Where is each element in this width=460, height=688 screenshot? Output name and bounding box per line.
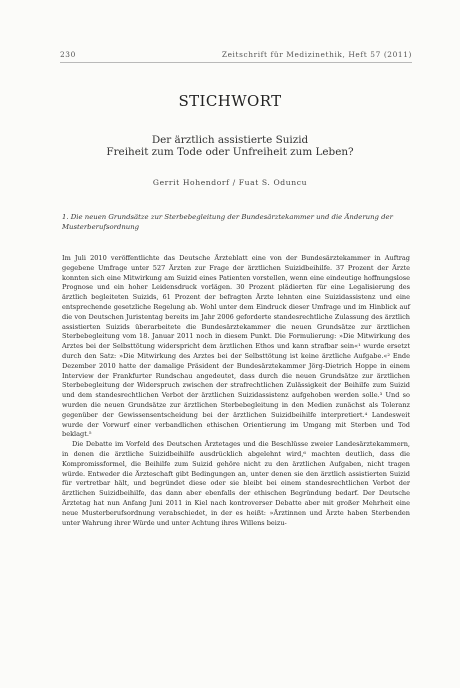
article-body [62,254,410,528]
article-title-line-1: Der ärztlich assistierte Suizid [151,134,309,146]
article-title [0,134,460,158]
article-authors: Gerrit Hohendorf / Fuat S. Oduncu [152,178,308,187]
running-header [60,50,412,63]
section-subheading: 1. Die neuen Grundsätze zur Sterbebegleitung der Bundesärztekammer und die Änderung der Musterberufsordnung [62,213,393,231]
article-title-line-2: Freiheit zum Tode oder Unfreiheit zum Leben? [106,146,354,158]
page-number: 230 [60,50,76,59]
section-title: STICHWORT [178,92,282,110]
journal-title: Zeitschrift für Medizinethik, Heft 57 (2011) [221,50,412,59]
body-paragraph-2: Die Debatte im Vorfeld des Deutschen Ärztetages und die Beschlüsse zweier Landesärztekammern, in denen die ärztliche Suizidbeihilfe ausdrücklich abgelehnt wird,⁶ machten deutlich, dass die Kompromissformel, die Beihilfe zum Suizid gehöre nicht zu den ärztlichen Aufgaben, nicht tragen würde. Entweder die Ärzteschaft gibt Bedingungen an, unter denen sie den ärztlich assistierten Suizid für vertretbar hält, und begründet diese oder sie bleibt bei einem standesrechtlichen Verbot der ärztlichen Suizidbeihilfe, das dann aber ebenfalls der ethischen Begründung bedarf. Der Deutsche Ärztetag hat nun Anfang Juni 2011 in Kiel nach kontroverser Debatte aber mit großer Mehrheit eine neue Musterberufsordnung verabschiedet, in der es heißt: »Ärztinnen und Ärzte haben Sterbenden unter Wahrung ihrer Würde und unter Achtung ihres Willens beizu- [62,440,410,527]
body-paragraph-1: Im Juli 2010 veröffentlichte das Deutsche Ärzteblatt eine von der Bundesärztekammer in Auftrag gegebene Umfrage unter 527 Ärzten zur Frage der ärztlichen Suizidbeihilfe. 37 Prozent der Ärzte konnten sich eine Mitwirkung am Suizid eines Patienten vorstellen, wenn eine eindeutige hoffnungslose Prognose und ein hoher Leidensdruck vorlägen. 30 Prozent plädierten für eine Legalisierung des ärztlich begleiteten Suizids, 61 Prozent der befragten Ärzte lehnten eine Suizidassistenz und eine entsprechende gesetzliche Regelung ab. Wohl unter dem Eindruck dieser Umfrage und im Hinblick auf die von Deutschen Juristentag bereits im Jahr 2006 geforderte standesrechtliche Zulassung des ärztlich assistierten Suizids überarbeitete die Bundesärztekammer die neuen Grundsätze zur ärztlichen Sterbebegleitung vom 18. Januar 2011 noch in diesem Punkt. Die Formulierung: »Die Mitwirkung des Arztes bei der Selbsttötung widerspricht dem ärztlichen Ethos und kann strafbar sein«¹ wurde ersetzt durch den Satz: »Die Mitwirkung des Arztes bei der Selbsttötung ist keine ärztliche Aufgabe.«² Ende Dezember 2010 hatte der damalige Präsident der Bundesärztekammer Jörg-Dietrich Hoppe in einem Interview der Frankfurter Rundschau angedeutet, dass durch die neuen Grundsätze zur ärztlichen Sterbebegleitung der Widerspruch zwischen der strafrechtlichen Zulässigkeit der Beihilfe zum Suizid und dem standesrechtlichen Verbot der ärztlichen Suizidassistenz aufgehoben werden solle.³ Und so wurden die neuen Grundsätze zur ärztlichen Sterbebegleitung in den Medien zunächst als Toleranz gegenüber der Gewissensentscheidung bei der ärztlichen Suizidbeihilfe interpretiert.⁴ Landesweit wurde der Vorwurf einer verbandlichen ethischen Orientierung im Umgang mit Sterben und Tod beklagt.⁵ [62,254,410,439]
